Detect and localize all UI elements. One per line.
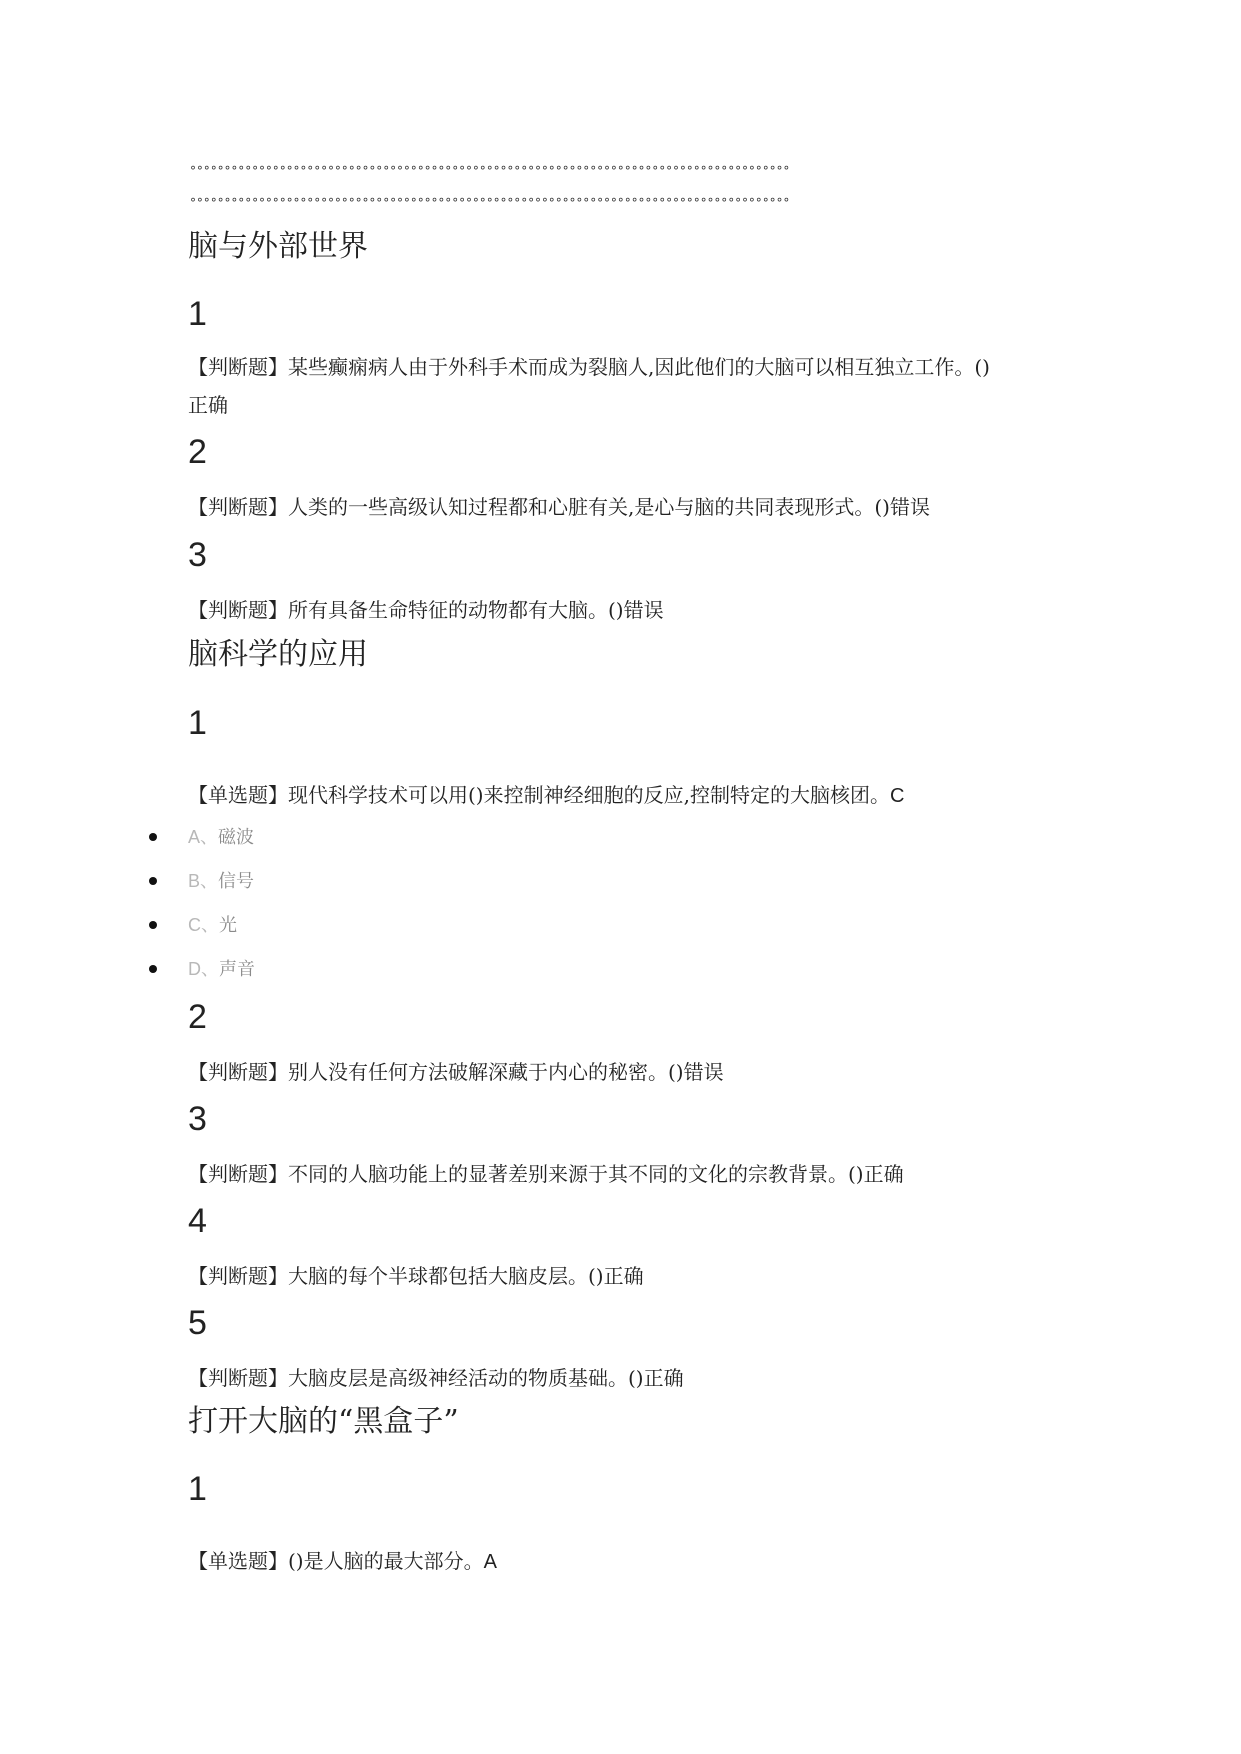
option-letter: B、 xyxy=(188,871,219,891)
question-type: 【判断题】 xyxy=(188,1366,288,1390)
option-item xyxy=(0,859,600,903)
question-body: 所有具备生命特征的动物都有大脑。() xyxy=(288,598,624,622)
question-type: 【判断题】 xyxy=(188,495,288,519)
question-body: ()是人脑的最大部分。 xyxy=(288,1549,484,1573)
question-body: 别人没有任何方法破解深藏于内心的秘密。() xyxy=(288,1060,684,1084)
question-text xyxy=(188,1542,1068,1581)
question-text xyxy=(188,776,1068,815)
question-text xyxy=(188,1053,1068,1091)
question-text xyxy=(188,1257,1068,1295)
question-number: 4 xyxy=(188,1202,207,1240)
question-body: 人类的一些高级认知过程都和心脏有关,是心与脑的共同表现形式。() xyxy=(288,495,890,519)
option-letter: A、 xyxy=(188,827,219,847)
option-label: 信号 xyxy=(218,871,255,892)
section-title: 打开大脑的“黑盒子” xyxy=(188,1404,459,1439)
question-type: 【判断题】 xyxy=(188,355,288,379)
option-item xyxy=(0,947,600,991)
option-item xyxy=(0,815,600,859)
question-number: 2 xyxy=(188,433,207,471)
question-body: 不同的人脑功能上的显著差别来源于其不同的文化的宗教背景。() xyxy=(288,1162,864,1186)
bullet-icon xyxy=(149,965,157,973)
section-title: 脑与外部世界 xyxy=(188,229,368,264)
question-type: 【判断题】 xyxy=(188,1162,288,1186)
question-text xyxy=(188,348,1068,386)
option-letter: C、 xyxy=(188,915,219,935)
question-answer: 错误 xyxy=(623,598,664,622)
bullet-icon xyxy=(149,921,157,929)
question-answer: C xyxy=(889,785,905,807)
bullet-icon xyxy=(149,833,157,841)
question-answer: 正确 xyxy=(603,1264,644,1288)
question-type: 【判断题】 xyxy=(188,1060,288,1084)
question-type: 【判断题】 xyxy=(188,1264,288,1288)
question-type: 【单选题】 xyxy=(188,1549,288,1573)
question-type: 【判断题】 xyxy=(188,598,288,622)
question-number: 1 xyxy=(188,704,207,742)
bullet-icon xyxy=(149,877,157,885)
question-answer: 错误 xyxy=(889,495,930,519)
question-answer: 正确 xyxy=(863,1162,904,1186)
question-answer: A xyxy=(483,1551,497,1573)
option-label: 声音 xyxy=(219,959,255,980)
question-answer: 正确 xyxy=(188,393,228,417)
question-number: 3 xyxy=(188,536,207,574)
question-body: 大脑皮层是高级神经活动的物质基础。() xyxy=(288,1366,644,1390)
option-letter: D、 xyxy=(188,959,219,979)
question-text xyxy=(188,1155,1068,1193)
option-list xyxy=(0,815,600,991)
decorative-dots-line: °°°°°°°°°°°°°°°°°°°°°°°°°°°°°°°°°°°°°°°°°°°°°°°°°°°°°°°°°°°°°°°°°°°°°°°°°°°°°°°°°°°°°°° xyxy=(190,164,791,178)
question-number: 3 xyxy=(188,1100,207,1138)
question-text xyxy=(188,488,1068,526)
question-text xyxy=(188,591,1068,629)
decorative-dots-line: °°°°°°°°°°°°°°°°°°°°°°°°°°°°°°°°°°°°°°°°°°°°°°°°°°°°°°°°°°°°°°°°°°°°°°°°°°°°°°°°°°°°°°° xyxy=(190,196,791,210)
question-number: 1 xyxy=(188,1470,207,1508)
question-number: 2 xyxy=(188,998,207,1036)
question-body: 现代科学技术可以用()来控制神经细胞的反应,控制特定的大脑核团。 xyxy=(288,783,890,807)
question-type: 【单选题】 xyxy=(188,783,288,807)
question-body: 大脑的每个半球都包括大脑皮层。() xyxy=(288,1264,604,1288)
option-item xyxy=(0,903,600,947)
question-number: 5 xyxy=(188,1304,207,1342)
question-answer: 正确 xyxy=(643,1366,684,1390)
question-body: 某些癫痫病人由于外科手术而成为裂脑人,因此他们的大脑可以相互独立工作。() xyxy=(288,355,990,379)
option-label: 光 xyxy=(219,915,237,936)
question-answer: 错误 xyxy=(683,1060,724,1084)
question-number: 1 xyxy=(188,295,207,333)
section-title: 脑科学的应用 xyxy=(188,637,368,672)
question-text xyxy=(188,1359,1068,1397)
option-label: 磁波 xyxy=(218,827,255,848)
